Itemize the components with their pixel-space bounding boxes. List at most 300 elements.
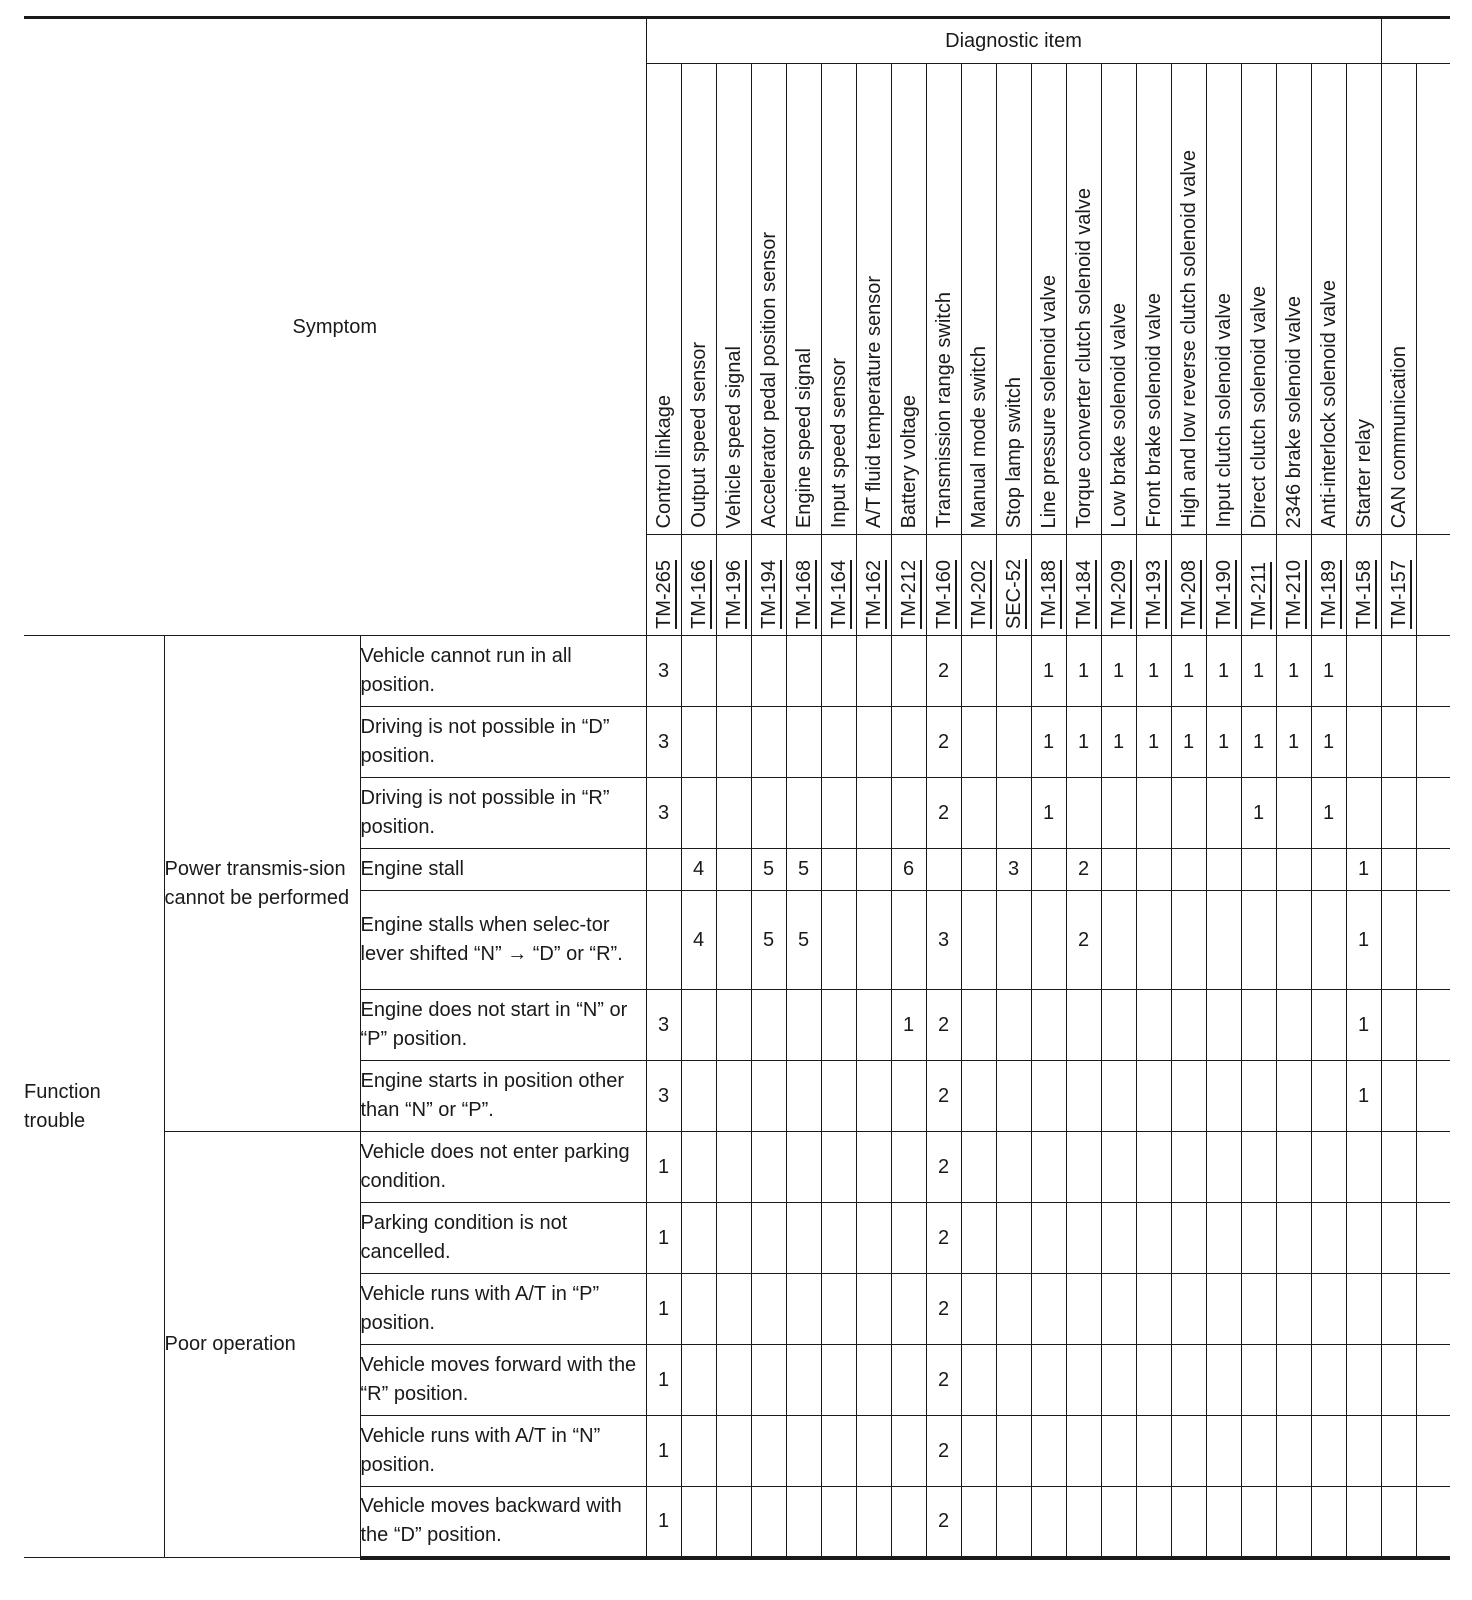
priority-value-cell — [996, 1274, 1031, 1345]
subcategory-cell: Poor operation — [164, 1132, 360, 1558]
priority-value-cell — [716, 990, 751, 1061]
diagnostic-item-name — [1136, 64, 1171, 535]
priority-value-cell — [1136, 1132, 1171, 1203]
priority-value-cell — [821, 1416, 856, 1487]
priority-value-cell: 1 — [1346, 849, 1381, 891]
priority-value-cell — [1066, 1203, 1101, 1274]
diagnostic-item-ref[interactable] — [821, 535, 856, 636]
priority-value-cell — [716, 1274, 751, 1345]
diagnostic-item-name — [926, 64, 961, 535]
priority-value-cell — [1066, 778, 1101, 849]
priority-value-cell — [716, 778, 751, 849]
item-name-text: Output speed sensor — [687, 342, 710, 528]
priority-value-cell — [961, 1416, 996, 1487]
row-edge-cell — [1416, 707, 1450, 778]
priority-value-cell — [891, 1345, 926, 1416]
priority-value-cell — [1311, 1487, 1346, 1558]
priority-value-cell — [646, 849, 681, 891]
priority-value-cell — [716, 707, 751, 778]
priority-value-cell — [1206, 849, 1241, 891]
priority-value-cell — [856, 707, 891, 778]
diagnostic-item-ref[interactable] — [681, 535, 716, 636]
priority-value-cell: 1 — [1276, 636, 1311, 707]
priority-value-cell: 2 — [1066, 849, 1101, 891]
priority-value-cell — [1101, 990, 1136, 1061]
priority-value-cell — [751, 1203, 786, 1274]
priority-value-cell — [716, 1416, 751, 1487]
priority-value-cell — [1031, 891, 1066, 990]
priority-value-cell — [856, 1203, 891, 1274]
priority-value-cell — [961, 849, 996, 891]
priority-value-cell — [821, 1132, 856, 1203]
priority-value-cell: 2 — [926, 1274, 961, 1345]
priority-value-cell — [751, 636, 786, 707]
diagnostic-item-name — [1346, 64, 1381, 535]
priority-value-cell — [786, 1416, 821, 1487]
priority-value-cell — [1031, 1061, 1066, 1132]
diagnostic-item-name — [1276, 64, 1311, 535]
symptom-cell: Engine starts in position other than “N” or “P”. — [360, 1061, 646, 1132]
priority-value-cell — [996, 891, 1031, 990]
priority-value-cell — [1101, 1203, 1136, 1274]
diagnostic-item-name — [1381, 64, 1416, 535]
item-name-text: Input clutch solenoid valve — [1212, 293, 1235, 528]
item-name-text: Engine speed signal — [792, 347, 815, 528]
priority-value-cell — [1171, 1203, 1206, 1274]
priority-value-cell — [751, 1061, 786, 1132]
priority-value-cell — [1381, 1203, 1416, 1274]
priority-value-cell: 1 — [1031, 636, 1066, 707]
priority-value-cell — [1136, 778, 1171, 849]
priority-value-cell — [996, 1345, 1031, 1416]
priority-value-cell — [821, 1203, 856, 1274]
priority-value-cell — [1241, 849, 1276, 891]
priority-value-cell — [891, 1061, 926, 1132]
priority-value-cell — [1346, 1274, 1381, 1345]
category-cell: Function trouble — [24, 636, 164, 1558]
priority-value-cell — [681, 1274, 716, 1345]
priority-value-cell: 2 — [926, 1061, 961, 1132]
priority-value-cell — [996, 1487, 1031, 1558]
row-edge-cell — [1416, 1345, 1450, 1416]
priority-value-cell — [716, 1061, 751, 1132]
priority-value-cell — [1101, 849, 1136, 891]
priority-value-cell — [1031, 849, 1066, 891]
priority-value-cell — [1311, 1132, 1346, 1203]
priority-value-cell — [1276, 891, 1311, 990]
priority-value-cell: 5 — [786, 891, 821, 990]
diagnostic-item-name — [961, 64, 996, 535]
diagnostic-item-name — [681, 64, 716, 535]
priority-value-cell: 1 — [1171, 636, 1206, 707]
item-ref-link[interactable]: TM-166 — [687, 560, 710, 629]
priority-value-cell — [1066, 1274, 1101, 1345]
priority-value-cell — [1171, 849, 1206, 891]
diagnostic-item-ref[interactable] — [1276, 535, 1311, 636]
priority-value-cell — [856, 891, 891, 990]
item-ref-link[interactable]: TM-212 — [897, 560, 920, 629]
item-ref-link[interactable]: TM-160 — [932, 560, 955, 629]
priority-value-cell — [1241, 1345, 1276, 1416]
priority-value-cell — [1276, 778, 1311, 849]
priority-value-cell: 2 — [926, 1487, 961, 1558]
priority-value-cell: 1 — [1241, 778, 1276, 849]
priority-value-cell — [751, 990, 786, 1061]
priority-value-cell — [926, 849, 961, 891]
diagnostic-header-edge — [1381, 18, 1450, 64]
item-ref-link[interactable]: TM-194 — [757, 560, 780, 629]
diagnostic-item-ref[interactable] — [1381, 535, 1416, 636]
item-name-text: Torque converter clutch solenoid valve — [1072, 187, 1095, 528]
priority-value-cell — [1136, 849, 1171, 891]
diagnostic-item-ref[interactable] — [1066, 535, 1101, 636]
priority-value-cell: 1 — [1311, 636, 1346, 707]
priority-value-cell — [1311, 1274, 1346, 1345]
priority-value-cell — [1311, 990, 1346, 1061]
priority-value-cell: 3 — [646, 1061, 681, 1132]
priority-value-cell — [856, 1345, 891, 1416]
priority-value-cell — [716, 636, 751, 707]
priority-value-cell: 1 — [1136, 636, 1171, 707]
priority-value-cell — [1171, 1345, 1206, 1416]
priority-value-cell — [1171, 1274, 1206, 1345]
priority-value-cell — [1381, 636, 1416, 707]
diagnostic-item-name — [751, 64, 786, 535]
priority-value-cell — [1031, 1416, 1066, 1487]
priority-value-cell — [1206, 1487, 1241, 1558]
priority-value-cell — [1381, 1487, 1416, 1558]
row-edge-cell — [1416, 1416, 1450, 1487]
priority-value-cell — [1381, 1274, 1416, 1345]
item-name-text: Stop lamp switch — [1002, 376, 1025, 528]
item-ref-link[interactable]: TM-209 — [1107, 560, 1130, 629]
priority-value-cell — [961, 1345, 996, 1416]
priority-value-cell — [1381, 778, 1416, 849]
priority-value-cell — [1101, 1345, 1136, 1416]
item-ref-link[interactable]: TM-189 — [1317, 560, 1340, 629]
diagnostic-item-name — [1206, 64, 1241, 535]
priority-value-cell — [1066, 1487, 1101, 1558]
priority-value-cell — [961, 707, 996, 778]
diagnostic-item-ref[interactable] — [961, 535, 996, 636]
diagnostic-item-name — [1241, 64, 1276, 535]
priority-value-cell — [1276, 990, 1311, 1061]
diagnostic-item-name — [1066, 64, 1101, 535]
priority-value-cell — [681, 1132, 716, 1203]
priority-value-cell: 2 — [926, 990, 961, 1061]
priority-value-cell — [996, 1203, 1031, 1274]
priority-value-cell — [961, 1061, 996, 1132]
priority-value-cell — [856, 1274, 891, 1345]
priority-value-cell — [1311, 1061, 1346, 1132]
priority-value-cell — [1171, 990, 1206, 1061]
row-edge-cell — [1416, 1203, 1450, 1274]
item-ref-link[interactable]: TM-202 — [967, 560, 990, 629]
priority-value-cell — [681, 1487, 716, 1558]
row-edge-cell — [1416, 636, 1450, 707]
diagnostic-item-header: Diagnostic item — [646, 18, 1381, 64]
priority-value-cell — [856, 1061, 891, 1132]
priority-value-cell — [1381, 1416, 1416, 1487]
priority-value-cell — [681, 707, 716, 778]
symptom-cell: Engine stalls when selec-tor lever shifted “N” → “D” or “R”. — [360, 891, 646, 990]
priority-value-cell — [786, 636, 821, 707]
item-ref-link[interactable]: TM-157 — [1387, 560, 1410, 629]
priority-value-cell — [891, 1274, 926, 1345]
priority-value-cell — [1311, 891, 1346, 990]
priority-value-cell: 2 — [926, 1203, 961, 1274]
item-name-text: Front brake solenoid valve — [1142, 293, 1165, 528]
symptom-cell: Vehicle cannot run in all position. — [360, 636, 646, 707]
item-ref-link[interactable]: TM-190 — [1212, 560, 1235, 629]
diagnostic-item-ref[interactable] — [891, 535, 926, 636]
priority-value-cell: 1 — [1101, 707, 1136, 778]
priority-value-cell — [1381, 990, 1416, 1061]
diagnostic-item-ref[interactable] — [1241, 535, 1276, 636]
priority-value-cell — [681, 778, 716, 849]
item-ref-link[interactable]: TM-168 — [792, 560, 815, 629]
priority-value-cell: 2 — [926, 1132, 961, 1203]
priority-value-cell — [716, 1487, 751, 1558]
symptom-cell: Parking condition is not cancelled. — [360, 1203, 646, 1274]
diagnostic-table — [24, 16, 1450, 1560]
item-name-text: Manual mode switch — [967, 345, 990, 528]
priority-value-cell — [1346, 778, 1381, 849]
priority-value-cell: 1 — [1276, 707, 1311, 778]
item-name-text: Line pressure solenoid valve — [1037, 274, 1060, 528]
priority-value-cell: 1 — [1171, 707, 1206, 778]
priority-value-cell — [1206, 1274, 1241, 1345]
priority-value-cell — [856, 1487, 891, 1558]
priority-value-cell — [716, 849, 751, 891]
priority-value-cell — [1276, 1061, 1311, 1132]
priority-value-cell — [891, 707, 926, 778]
priority-value-cell: 4 — [681, 849, 716, 891]
priority-value-cell: 2 — [926, 1416, 961, 1487]
item-name-text: Anti-interlock solenoid valve — [1317, 280, 1340, 528]
priority-value-cell — [996, 707, 1031, 778]
priority-value-cell: 1 — [1241, 636, 1276, 707]
priority-value-cell — [821, 990, 856, 1061]
priority-value-cell — [716, 891, 751, 990]
priority-value-cell — [681, 636, 716, 707]
item-name-text: Battery voltage — [897, 394, 920, 528]
priority-value-cell — [856, 636, 891, 707]
priority-value-cell — [1136, 990, 1171, 1061]
item-ref-link[interactable]: TM-184 — [1072, 560, 1095, 629]
priority-value-cell — [1206, 990, 1241, 1061]
priority-value-cell — [1136, 1345, 1171, 1416]
symptom-cell: Vehicle runs with A/T in “N” position. — [360, 1416, 646, 1487]
priority-value-cell — [961, 1274, 996, 1345]
priority-value-cell: 1 — [646, 1345, 681, 1416]
priority-value-cell — [891, 891, 926, 990]
priority-value-cell — [961, 1487, 996, 1558]
priority-value-cell — [786, 1132, 821, 1203]
priority-value-cell — [1031, 1487, 1066, 1558]
priority-value-cell — [856, 1132, 891, 1203]
diagnostic-item-ref[interactable] — [926, 535, 961, 636]
item-name-text: Starter relay — [1352, 419, 1375, 528]
priority-value-cell — [1031, 1132, 1066, 1203]
priority-value-cell — [891, 1132, 926, 1203]
priority-value-cell — [716, 1203, 751, 1274]
priority-value-cell — [1101, 891, 1136, 990]
priority-value-cell — [1206, 1203, 1241, 1274]
diagnostic-item-name — [891, 64, 926, 535]
subcategory-cell: Power transmis-sion cannot be performed — [164, 636, 360, 1132]
priority-value-cell — [891, 1487, 926, 1558]
priority-value-cell — [856, 1416, 891, 1487]
row-edge-cell — [1416, 849, 1450, 891]
priority-value-cell — [1171, 891, 1206, 990]
priority-value-cell — [1311, 1203, 1346, 1274]
priority-value-cell — [786, 1061, 821, 1132]
priority-value-cell — [1206, 891, 1241, 990]
diagnostic-item-name — [1311, 64, 1346, 535]
priority-value-cell — [1346, 1345, 1381, 1416]
priority-value-cell — [681, 990, 716, 1061]
item-ref-link[interactable]: TM-265 — [652, 560, 675, 629]
priority-value-cell: 1 — [646, 1274, 681, 1345]
priority-value-cell — [1136, 1061, 1171, 1132]
diagnostic-item-ref[interactable] — [1136, 535, 1171, 636]
priority-value-cell — [1241, 1416, 1276, 1487]
priority-value-cell — [961, 778, 996, 849]
priority-value-cell — [1171, 778, 1206, 849]
diagnostic-item-name — [1171, 64, 1206, 535]
row-edge-cell — [1416, 1274, 1450, 1345]
item-ref-link[interactable]: TM-193 — [1142, 560, 1165, 629]
priority-value-cell: 1 — [1311, 707, 1346, 778]
item-ref-link[interactable]: TM-210 — [1282, 560, 1305, 629]
item-ref-link[interactable]: SEC-52 — [1002, 558, 1025, 629]
priority-value-cell — [1031, 1203, 1066, 1274]
priority-value-cell — [1031, 990, 1066, 1061]
diagnostic-item-ref[interactable] — [646, 535, 681, 636]
priority-value-cell — [681, 1345, 716, 1416]
item-name-text: CAN communication — [1387, 345, 1410, 528]
item-ref-link[interactable]: TM-211 — [1247, 561, 1270, 629]
priority-value-cell — [1346, 707, 1381, 778]
priority-value-cell: 6 — [891, 849, 926, 891]
diagnostic-item-ref[interactable] — [1031, 535, 1066, 636]
priority-value-cell — [1241, 891, 1276, 990]
priority-value-cell — [786, 1274, 821, 1345]
priority-value-cell — [1311, 849, 1346, 891]
priority-value-cell: 1 — [1206, 707, 1241, 778]
diagnostic-item-ref[interactable] — [751, 535, 786, 636]
symptom-cell: Engine does not start in “N” or “P” position. — [360, 990, 646, 1061]
diagnostic-item-ref[interactable] — [1171, 535, 1206, 636]
priority-value-cell — [996, 1416, 1031, 1487]
priority-value-cell — [1276, 1203, 1311, 1274]
priority-value-cell — [1276, 1132, 1311, 1203]
priority-value-cell: 3 — [646, 990, 681, 1061]
row-edge-cell — [1416, 1132, 1450, 1203]
priority-value-cell — [821, 1345, 856, 1416]
item-ref-link[interactable]: TM-158 — [1352, 560, 1375, 629]
item-ref-link[interactable]: TM-162 — [862, 560, 885, 629]
header-row-top — [24, 18, 1450, 64]
item-ref-link[interactable]: TM-208 — [1177, 560, 1200, 629]
priority-value-cell — [1241, 990, 1276, 1061]
priority-value-cell — [786, 1487, 821, 1558]
priority-value-cell — [821, 849, 856, 891]
diagnostic-item-ref[interactable] — [786, 535, 821, 636]
priority-value-cell — [786, 778, 821, 849]
priority-value-cell — [821, 707, 856, 778]
priority-value-cell: 1 — [646, 1416, 681, 1487]
priority-value-cell: 5 — [751, 849, 786, 891]
item-name-text: Accelerator pedal position sensor — [757, 232, 780, 528]
priority-value-cell — [646, 891, 681, 990]
priority-value-cell — [1241, 1061, 1276, 1132]
priority-value-cell — [751, 778, 786, 849]
diagnostic-item-ref[interactable] — [996, 535, 1031, 636]
row-edge-cell — [1416, 891, 1450, 990]
priority-value-cell — [1066, 1416, 1101, 1487]
priority-value-cell — [1381, 891, 1416, 990]
priority-value-cell — [786, 990, 821, 1061]
priority-value-cell — [821, 891, 856, 990]
item-ref-link[interactable]: TM-188 — [1037, 560, 1060, 629]
priority-value-cell: 2 — [926, 707, 961, 778]
priority-value-cell — [1101, 1274, 1136, 1345]
diagnostic-item-ref[interactable] — [1206, 535, 1241, 636]
priority-value-cell: 1 — [1101, 636, 1136, 707]
priority-value-cell — [1101, 1487, 1136, 1558]
priority-value-cell — [1136, 1487, 1171, 1558]
diagnostic-item-ref[interactable] — [716, 535, 751, 636]
priority-value-cell — [891, 1416, 926, 1487]
item-ref-link[interactable]: TM-164 — [827, 560, 850, 629]
priority-value-cell — [1346, 636, 1381, 707]
priority-value-cell — [1381, 849, 1416, 891]
priority-value-cell: 1 — [1346, 1061, 1381, 1132]
symptom-header: Symptom — [24, 18, 646, 636]
diagnostic-item-ref[interactable] — [856, 535, 891, 636]
priority-value-cell — [1206, 1132, 1241, 1203]
diagnostic-item-ref[interactable] — [1346, 535, 1381, 636]
priority-value-cell: 3 — [646, 778, 681, 849]
diagnostic-item-ref[interactable] — [1101, 535, 1136, 636]
priority-value-cell: 2 — [926, 1345, 961, 1416]
priority-value-cell — [961, 636, 996, 707]
priority-value-cell — [1381, 1345, 1416, 1416]
table-row — [24, 636, 1450, 707]
diagnostic-item-name — [716, 64, 751, 535]
priority-value-cell: 1 — [1031, 778, 1066, 849]
priority-value-cell: 3 — [646, 707, 681, 778]
priority-value-cell — [821, 1274, 856, 1345]
priority-value-cell — [1206, 778, 1241, 849]
priority-value-cell — [856, 849, 891, 891]
priority-value-cell — [751, 1345, 786, 1416]
priority-value-cell — [996, 778, 1031, 849]
priority-value-cell — [821, 1487, 856, 1558]
priority-value-cell — [786, 1203, 821, 1274]
priority-value-cell — [1066, 1061, 1101, 1132]
item-name-text: Vehicle speed signal — [722, 345, 745, 528]
item-name-text: Direct clutch solenoid valve — [1247, 285, 1270, 528]
symptom-cell: Engine stall — [360, 849, 646, 891]
item-ref-link[interactable]: TM-196 — [722, 560, 745, 629]
row-edge-cell — [1416, 1061, 1450, 1132]
priority-value-cell — [996, 636, 1031, 707]
priority-value-cell — [786, 707, 821, 778]
diagnostic-item-ref[interactable] — [1311, 535, 1346, 636]
